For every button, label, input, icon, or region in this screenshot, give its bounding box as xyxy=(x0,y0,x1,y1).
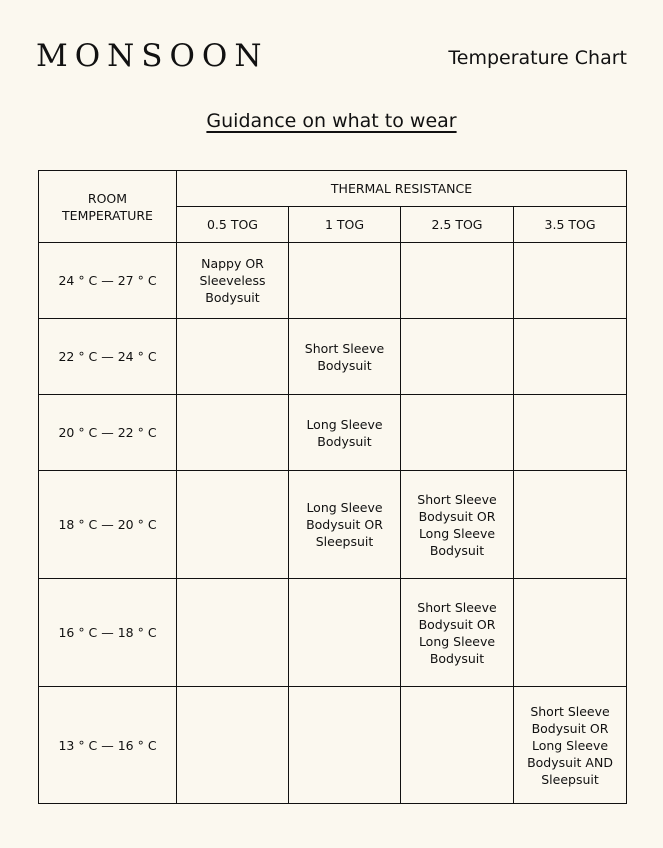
table-cell xyxy=(401,319,514,395)
document-title: Temperature Chart xyxy=(448,47,627,69)
temperature-range: 20 ° C — 22 ° C xyxy=(39,395,177,471)
table-cell xyxy=(401,395,514,471)
table-cell xyxy=(514,687,627,804)
table-cell xyxy=(401,471,514,579)
header-row xyxy=(39,171,627,207)
cell-text: Nappy OR Sleeveless Bodysuit xyxy=(199,256,266,305)
table-cell xyxy=(177,243,289,319)
table-cell xyxy=(514,319,627,395)
table-row xyxy=(39,243,627,319)
room-temperature-header-text: ROOM TEMPERATURE xyxy=(62,190,153,223)
table-cell xyxy=(177,395,289,471)
temperature-range: 24 ° C — 27 ° C xyxy=(39,243,177,319)
table-cell xyxy=(401,243,514,319)
temperature-range: 18 ° C — 20 ° C xyxy=(39,471,177,579)
tog-header-0-5: 0.5 TOG xyxy=(177,207,289,243)
table-cell xyxy=(177,579,289,687)
cell-text: Long Sleeve Bodysuit OR Sleepsuit xyxy=(306,500,383,549)
table-cell xyxy=(177,471,289,579)
temperature-range: 22 ° C — 24 ° C xyxy=(39,319,177,395)
table-row xyxy=(39,579,627,687)
tog-header-1: 1 TOG xyxy=(289,207,401,243)
table-cell xyxy=(289,243,401,319)
table-cell xyxy=(401,579,514,687)
cell-text: Short Sleeve Bodysuit OR Long Sleeve Bodysuit xyxy=(417,491,497,558)
table-cell xyxy=(289,319,401,395)
table-cell xyxy=(177,687,289,804)
temperature-range: 13 ° C — 16 ° C xyxy=(39,687,177,804)
table-cell xyxy=(514,243,627,319)
table-row xyxy=(39,395,627,471)
tog-header-3-5: 3.5 TOG xyxy=(514,207,627,243)
room-temperature-header xyxy=(39,171,177,243)
table-row xyxy=(39,319,627,395)
cell-text: Short Sleeve Bodysuit OR Long Sleeve Bodysuit xyxy=(417,599,497,666)
table-cell xyxy=(514,471,627,579)
table-cell xyxy=(514,579,627,687)
table-cell xyxy=(289,687,401,804)
table-cell xyxy=(514,395,627,471)
cell-text: Short Sleeve Bodysuit OR Long Sleeve Bodysuit AND Sleepsuit xyxy=(527,703,613,787)
table-cell xyxy=(177,319,289,395)
table-cell xyxy=(289,471,401,579)
brand-logo: MONSOON xyxy=(36,38,269,74)
cell-text: Long Sleeve Bodysuit xyxy=(306,416,383,449)
thermal-resistance-header: THERMAL RESISTANCE xyxy=(177,171,627,207)
table-row xyxy=(39,471,627,579)
subtitle xyxy=(0,108,663,134)
temperature-range: 16 ° C — 18 ° C xyxy=(39,579,177,687)
cell-text: Short Sleeve Bodysuit xyxy=(304,340,385,373)
table-cell xyxy=(289,579,401,687)
table-row xyxy=(39,687,627,804)
subtitle-text: Guidance on what to wear xyxy=(206,110,457,132)
table-cell xyxy=(289,395,401,471)
tog-header-2-5: 2.5 TOG xyxy=(401,207,514,243)
table-cell xyxy=(401,687,514,804)
temperature-table xyxy=(38,170,627,804)
